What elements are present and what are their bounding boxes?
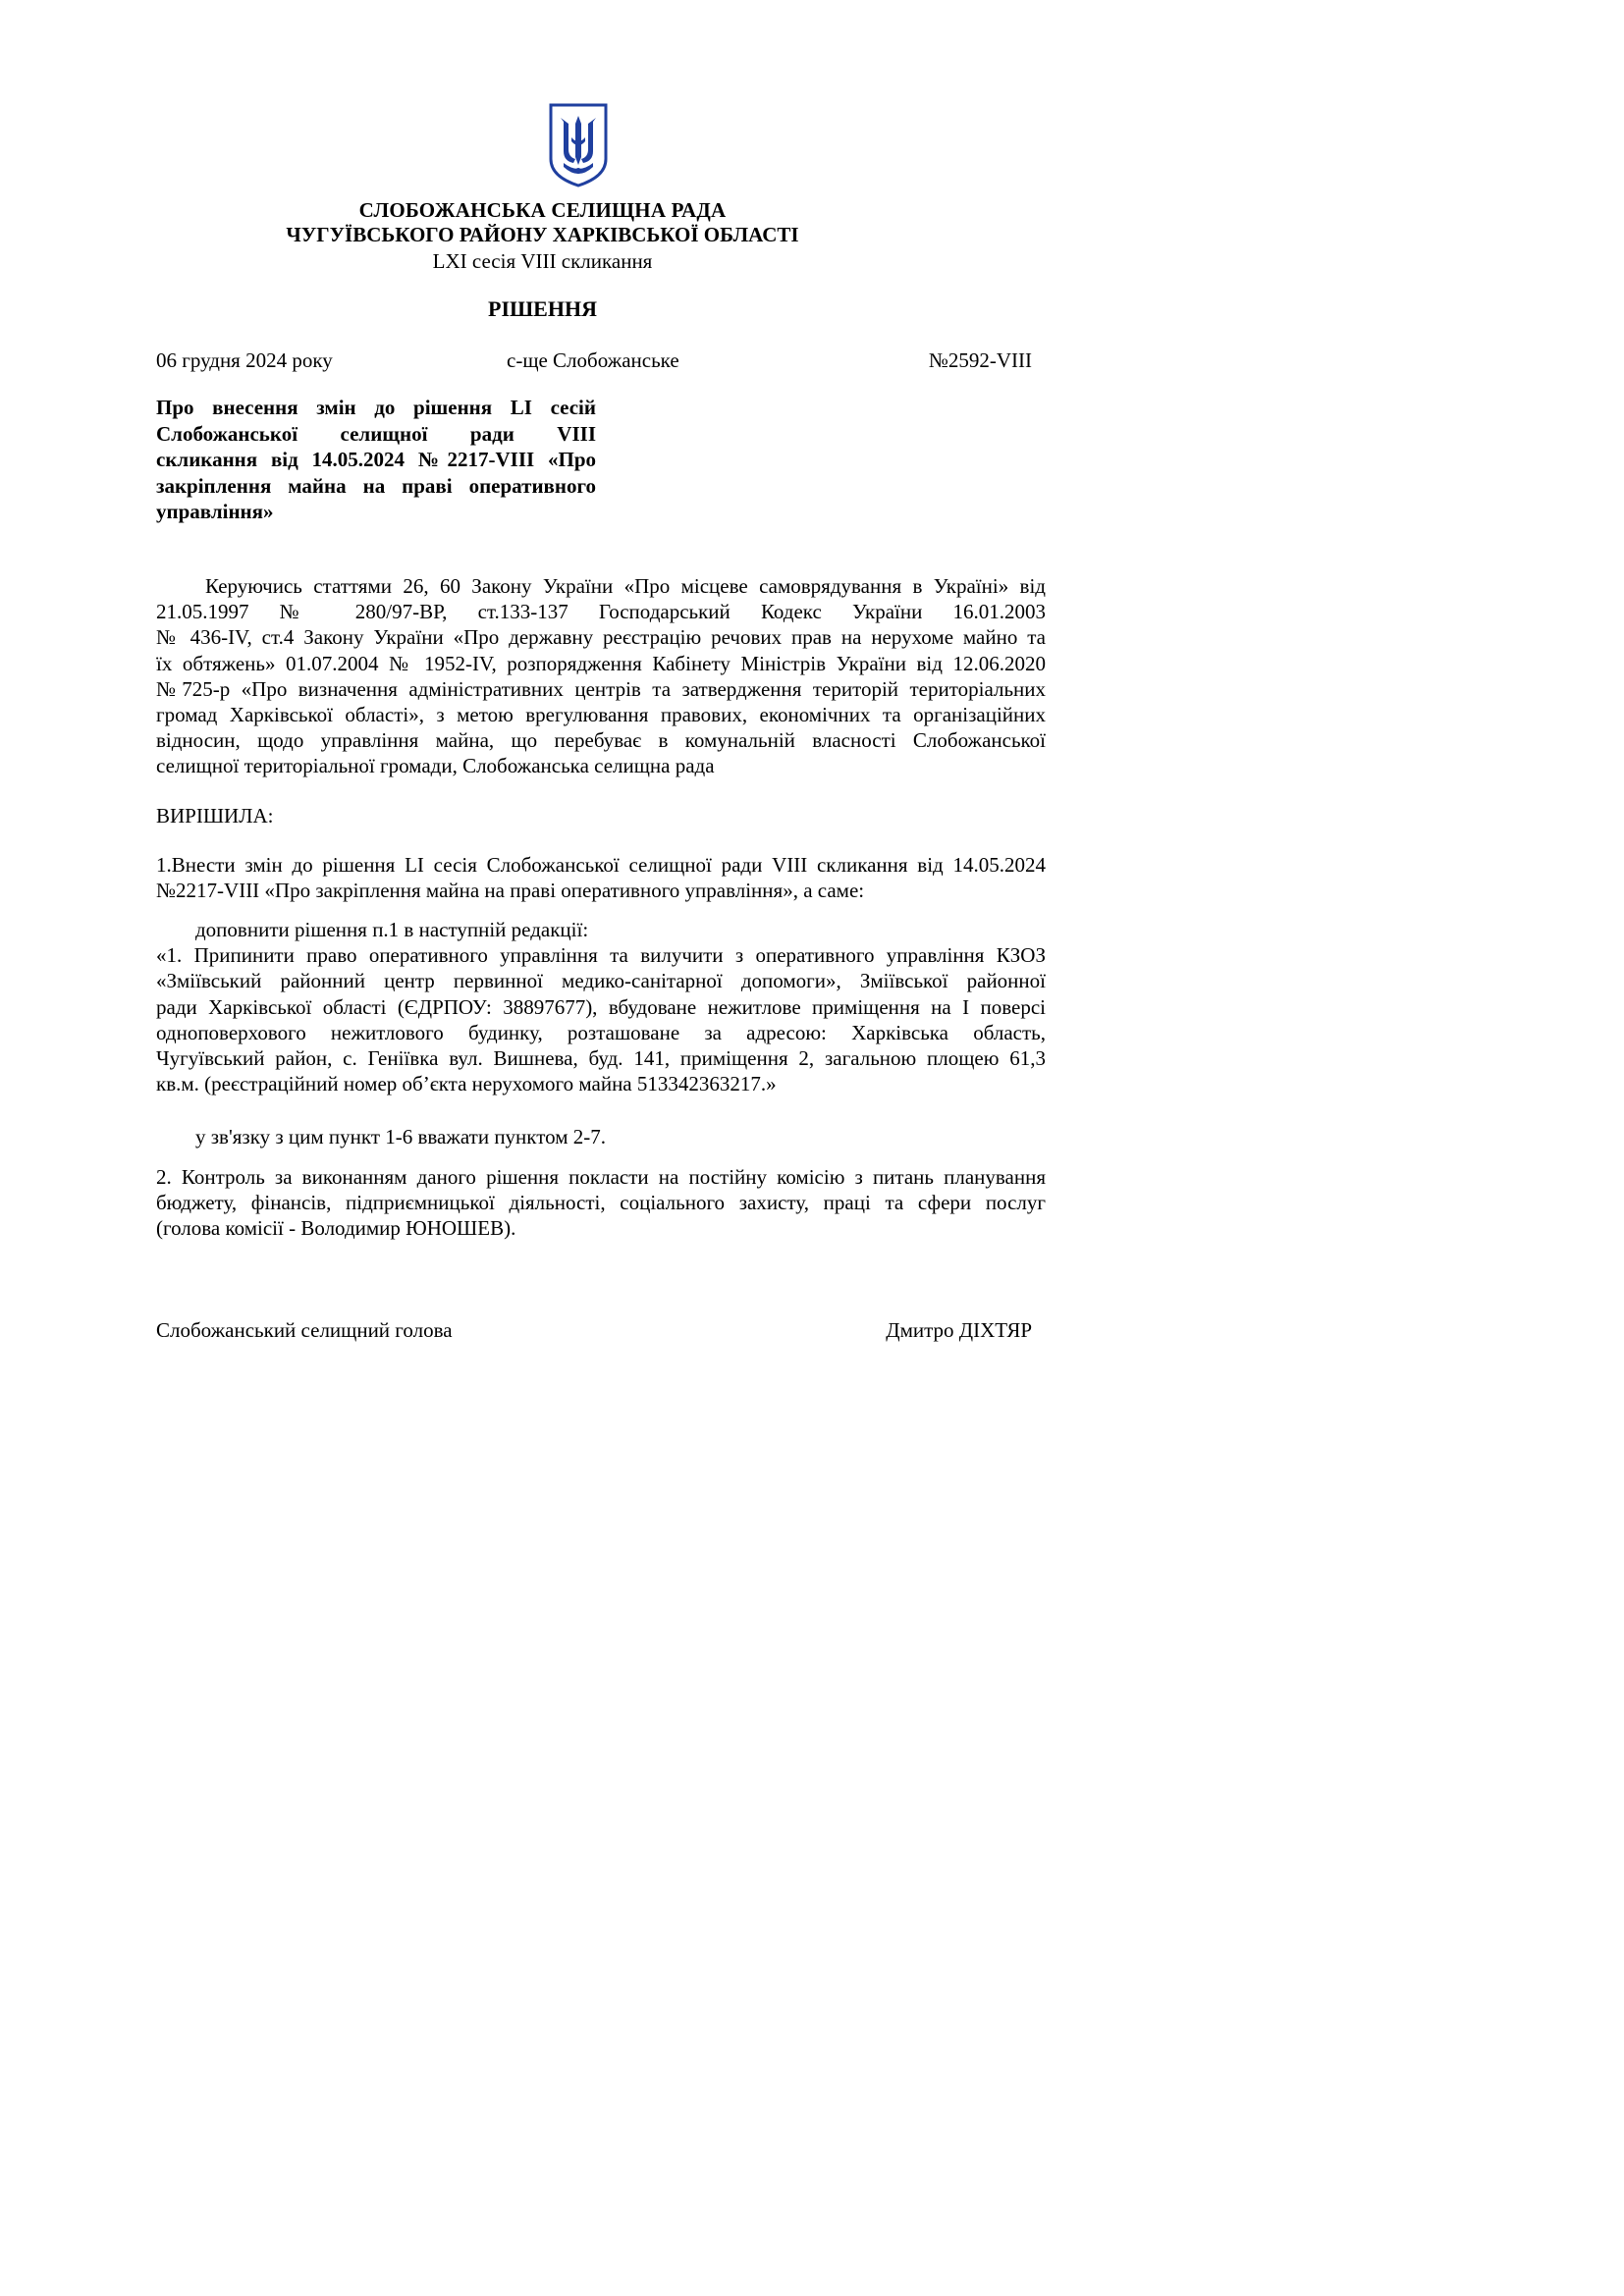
paragraph-line: селищної територіальної громади, Слобожанська селищна рада bbox=[156, 754, 715, 778]
paragraph-line: (голова комісії - Володимир ЮНОШЕВ). bbox=[156, 1216, 516, 1241]
subject-line: управління» bbox=[156, 500, 274, 523]
paragraph-line: № 436-IV, ст.4 Закону України «Про державну реєстрацію речових прав на нерухоме майно та bbox=[156, 625, 1046, 650]
preamble-paragraph bbox=[156, 573, 1046, 779]
item-1 bbox=[156, 852, 1046, 903]
decision-place: с-ще Слобожанське bbox=[507, 348, 679, 372]
coat-of-arms-icon bbox=[548, 102, 609, 188]
paragraph-line: «1. Припинити право оперативного управління та вилучити з оперативного управління КЗОЗ bbox=[156, 943, 1046, 968]
paragraph-line: Чугуївський район, с. Геніївка вул. Вишнева, буд. 141, приміщення 2, загальною площею 61,3 bbox=[156, 1045, 1046, 1070]
decision-subject bbox=[156, 395, 596, 525]
session-line: LXI сесія VIII скликання bbox=[432, 249, 653, 273]
signatory-name: Дмитро ДІХТЯР bbox=[886, 1318, 1032, 1342]
paragraph-line: їх обтяжень» 01.07.2004 № 1952-IV, розпорядження Кабінету Міністрів України від 12.06.2020 bbox=[156, 651, 1046, 675]
decision-number: №2592-VIII bbox=[928, 348, 1032, 372]
signature-row bbox=[156, 1317, 1032, 1343]
paragraph-line: одноповерхового нежитлового будинку, розташоване за адресою: Харківська область, bbox=[156, 1020, 1046, 1044]
paragraph-line: у зв'язку з цим пункт 1-6 вважати пунктом 2-7. bbox=[195, 1125, 607, 1148]
document-page bbox=[0, 0, 1085, 1533]
signatory-title: Слобожанський селищний голова bbox=[156, 1318, 453, 1342]
paragraph-line: бюджету, фінансів, підприємницької діяльності, соціального захисту, праці та сфери послуг bbox=[156, 1191, 1046, 1215]
paragraph-line: доповнити рішення п.1 в наступній редакції: bbox=[195, 918, 589, 941]
paragraph-line: «Зміївський районний центр первинної медико-санітарної допомоги», Зміївської районної bbox=[156, 969, 1046, 993]
paragraph-line: №2217-VIII «Про закріплення майна на праві оперативного управління», а саме: bbox=[156, 879, 865, 903]
subject-line: Слобожанської селищної ради VIII bbox=[156, 421, 596, 446]
decided-label: ВИРІШИЛА: bbox=[156, 804, 274, 828]
paragraph-line: №725-р «Про визначення адміністративних центрів та затвердження територій територіальних bbox=[156, 676, 1046, 701]
council-name: СЛОБОЖАНСЬКА СЕЛИЩНА РАДА bbox=[358, 198, 727, 222]
paragraph-line: 2. Контроль за виконанням даного рішення покласти на постійну комісію з питань планування bbox=[156, 1165, 1046, 1189]
paragraph-line: 1.Внести змін до рішення LI сесія Слобожанської селищної ради VIII скликання від 14.05.2024 bbox=[156, 853, 1046, 877]
document-type: РІШЕННЯ bbox=[488, 296, 597, 321]
paragraph-line: громад Харківської області», з метою врегулювання правових, економічних та організаційних bbox=[156, 702, 1046, 726]
district-name: ЧУГУЇВСЬКОГО РАЙОНУ ХАРКІВСЬКОЇ ОБЛАСТІ bbox=[286, 223, 799, 246]
subject-line: закріплення майна на праві оперативного bbox=[156, 473, 596, 498]
paragraph-line: 21.05.1997 № 280/97-ВР, ст.133-137 Господарський Кодекс України 16.01.2003 bbox=[156, 600, 1046, 624]
subject-line: скликання від 14.05.2024 №2217-VIII «Про bbox=[156, 448, 596, 471]
item-1-addition bbox=[156, 917, 1046, 1096]
decision-date: 06 грудня 2024 року bbox=[156, 348, 333, 372]
item-2 bbox=[156, 1164, 1046, 1242]
paragraph-line: кв.м. (реєстраційний номер об’єкта нерухомого майна 513342363217.» bbox=[156, 1072, 777, 1096]
meta-row bbox=[156, 347, 1032, 373]
paragraph-line: Керуючись статтями 26, 60 Закону України «Про місцеве самоврядування в Україні» від bbox=[205, 574, 1046, 598]
subject-line: Про внесення змін до рішення LI сесій bbox=[156, 396, 596, 419]
paragraph-line: ради Харківської області (ЄДРПОУ: 38897677), вбудоване нежитлове приміщення на I поверсі bbox=[156, 994, 1046, 1019]
paragraph-line: відносин, щодо управління майна, що перебуває в комунальній власності Слобожанської bbox=[156, 728, 1046, 753]
decided-heading bbox=[156, 803, 1046, 828]
item-1-note bbox=[156, 1124, 1046, 1149]
